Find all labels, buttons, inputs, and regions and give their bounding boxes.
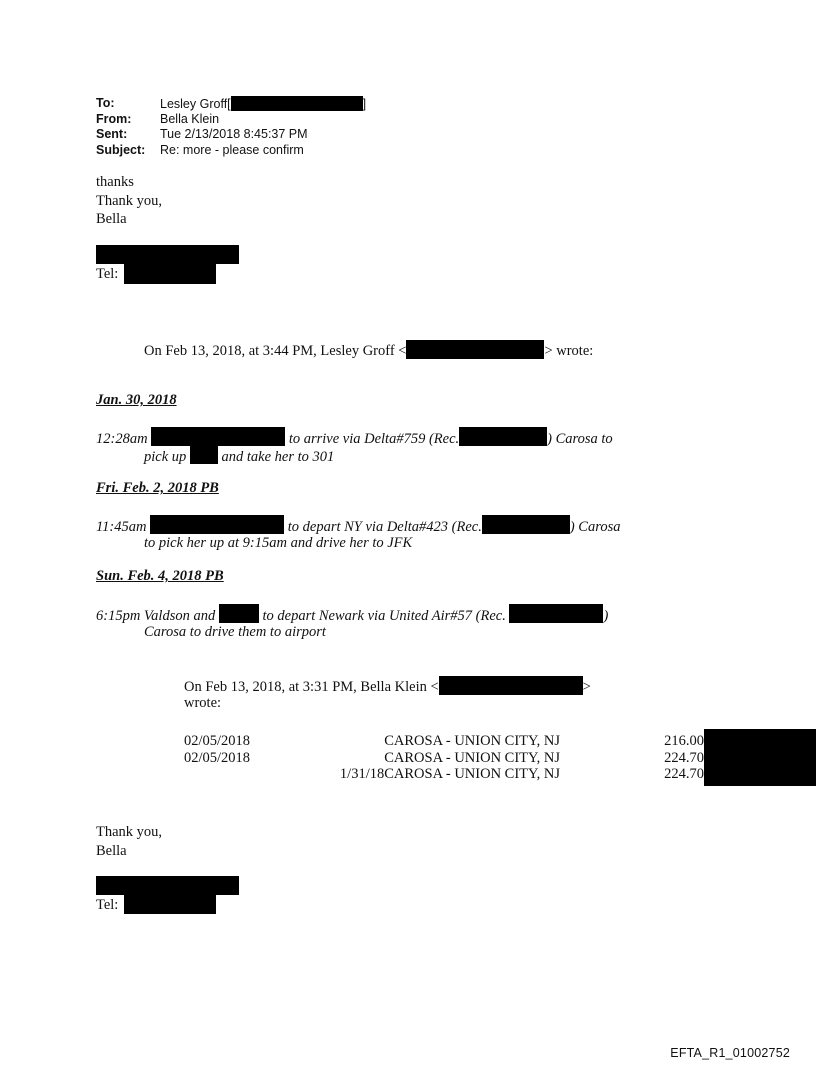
table-row <box>184 750 704 767</box>
quote-intro-suffix: > wrote: <box>544 343 594 359</box>
to-label: To: <box>96 96 115 110</box>
tel-line <box>96 896 118 915</box>
reply-body <box>96 173 162 229</box>
tel-label: Tel: <box>96 266 119 282</box>
redaction <box>509 604 603 623</box>
quote-intro-suffix: > <box>582 679 591 695</box>
from-label: From: <box>96 111 132 126</box>
redaction <box>150 515 284 534</box>
table-row <box>184 766 704 783</box>
tx-amount: 216.00 <box>664 733 704 749</box>
document-id: EFTA_R1_01002752 <box>670 1046 790 1060</box>
tx-date: 02/05/2018 <box>184 749 251 766</box>
redaction <box>704 729 816 786</box>
redaction <box>231 96 363 111</box>
tx-description: 1/31/18CAROSA - UNION CITY, NJ <box>339 766 560 782</box>
redaction <box>124 264 216 284</box>
schedule-heading: Fri. Feb. 2, 2018 PB <box>96 480 219 496</box>
redaction <box>190 446 218 464</box>
subject-label: Subject: <box>96 142 146 157</box>
tel-line <box>96 265 118 284</box>
schedule-line: 12:28am to arrive via Delta#759 (Rec. ) Carosa to <box>96 427 613 448</box>
schedule-heading: Jan. 30, 2018 <box>96 392 177 408</box>
schedule-line: 11:45am to depart NY via Delta#423 (Rec. ) Carosa <box>96 515 620 536</box>
transactions-table <box>184 733 704 783</box>
reply-line: Thank you, <box>96 192 163 209</box>
from-value: Bella Klein <box>160 111 220 126</box>
sent-row <box>96 127 366 143</box>
redaction <box>124 895 216 914</box>
subject-value: Re: more - please confirm <box>160 142 304 157</box>
subject-row <box>96 143 366 159</box>
redaction <box>459 427 547 446</box>
signoff <box>96 823 162 860</box>
redaction <box>151 427 285 446</box>
quote-intro <box>184 676 591 697</box>
signoff-line: Bella <box>96 842 127 859</box>
redaction <box>96 245 239 264</box>
schedule-line: to pick her up at 9:15am and drive her to JFK <box>144 535 413 551</box>
tx-description: CAROSA - UNION CITY, NJ <box>384 749 560 766</box>
schedule-heading: Sun. Feb. 4, 2018 PB <box>96 568 224 584</box>
tx-description: CAROSA - UNION CITY, NJ <box>384 733 560 749</box>
quote-intro-text: On Feb 13, 2018, at 3:44 PM, Lesley Groff < <box>144 343 407 359</box>
redaction <box>96 876 239 895</box>
redaction <box>406 340 544 359</box>
schedule-line: pick up and take her to 301 <box>144 446 334 466</box>
quote-intro <box>144 340 593 361</box>
redaction <box>439 676 583 695</box>
reply-line: Bella <box>96 211 127 227</box>
signoff-line: Thank you, <box>96 824 163 840</box>
email-header <box>96 96 366 158</box>
sent-value: Tue 2/13/2018 8:45:37 PM <box>160 127 308 141</box>
schedule-line: Carosa to drive them to airport <box>144 624 326 640</box>
sent-label: Sent: <box>96 127 128 141</box>
from-row <box>96 112 366 128</box>
reply-line: thanks <box>96 174 134 190</box>
to-row <box>96 96 366 112</box>
tx-amount: 224.70 <box>664 766 704 782</box>
tel-label: Tel: <box>96 897 119 913</box>
table-row <box>184 733 704 750</box>
quote-intro-line2: wrote: <box>184 695 222 711</box>
redaction <box>482 515 570 534</box>
tx-amount: 224.70 <box>664 749 704 766</box>
quote-intro-text: On Feb 13, 2018, at 3:31 PM, Bella Klein < <box>184 679 439 695</box>
redaction <box>219 604 259 623</box>
schedule-line: 6:15pm Valdson and to depart Newark via United Air#57 (Rec. ) <box>96 604 608 625</box>
to-value: Lesley Groff[ ] <box>160 97 367 111</box>
tx-date: 02/05/2018 <box>184 733 251 749</box>
